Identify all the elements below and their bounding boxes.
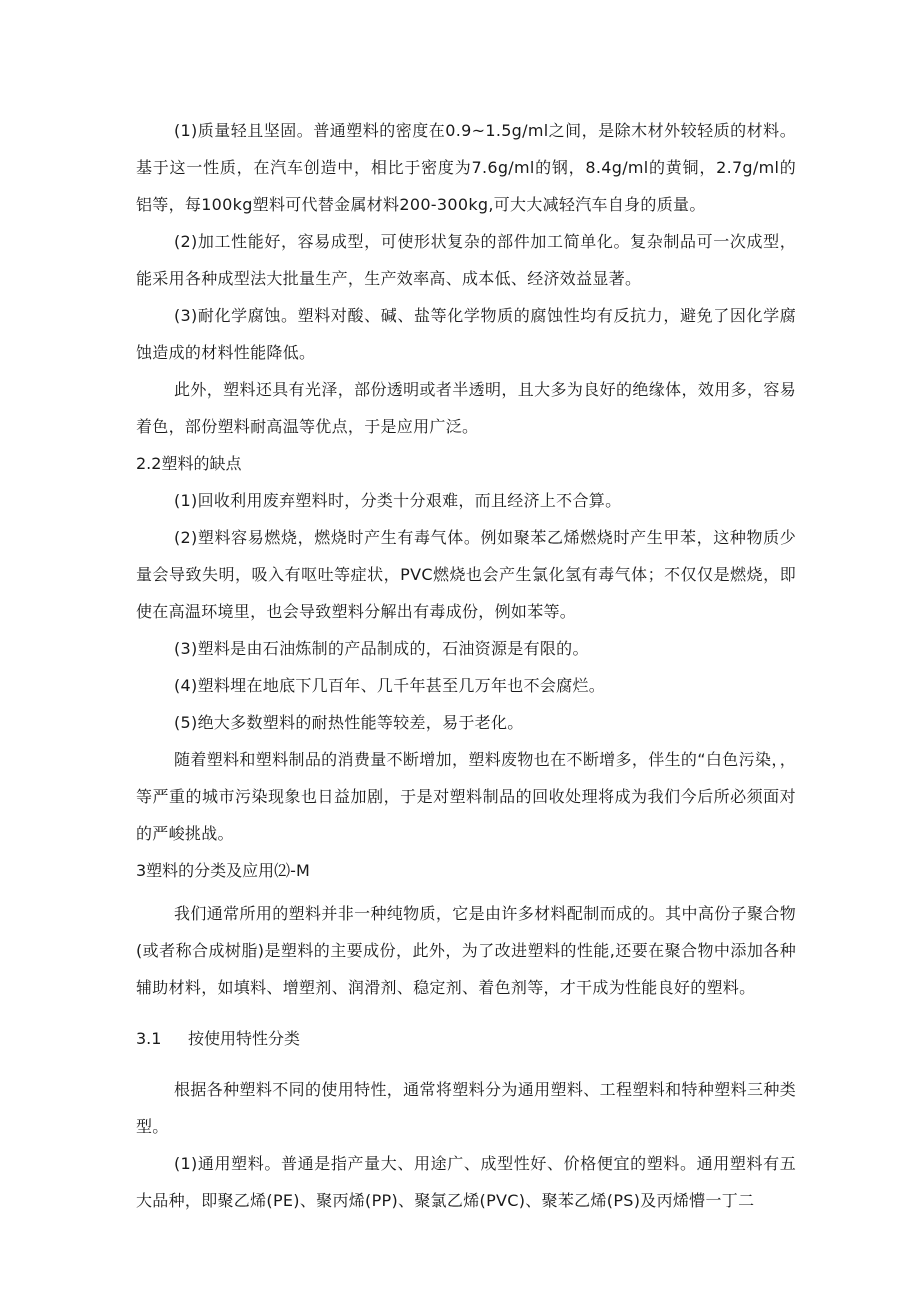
paragraph-recycling-difficulty: (1)回收利用废弃塑料时，分类十分艰难，而且经济上不合算。: [174, 491, 622, 510]
section-heading-2-2: 2.2塑料的缺点: [136, 454, 242, 473]
paragraph-other-advantages: 此外，塑料还具有光泽，部份透明或者半透明，且大多为良好的绝缘体，效用多，容易着色，部份塑料耐高温等优点，于是应用广泛。: [136, 380, 796, 436]
paragraph-non-degradable: (4)塑料埋在地底下几百年、几千年甚至几万年也不会腐烂。: [174, 676, 606, 695]
spacer: [136, 1057, 796, 1071]
paragraph-lightweight: (1)质量轻且坚固。普通塑料的密度在0.9~1.5g/ml之间，是除木材外较轻质的材料。基于这一性质，在汽车创造中，相比于密度为7.6g/ml的钢，8.4g/ml的黄铜，2.7g/ml的铝等，每100kg塑料可代替金属材料200-300kg,可大大减轻汽车自身的质量。: [136, 121, 796, 214]
section-title: 按使用特性分类: [188, 1029, 301, 1048]
paragraph-processability: (2)加工性能好，容易成型，可使形状复杂的部件加工简单化。复杂制品可一次成型，能采用各种成型法大批量生产，生产效率高、成本低、经济效益显著。: [136, 232, 796, 288]
paragraph-chemical-resistance: (3)耐化学腐蚀。塑料对酸、碱、盐等化学物质的腐蚀性均有反抗力，避免了因化学腐蚀造成的材料性能降低。: [136, 306, 796, 362]
paragraph-general-plastics: (1)通用塑料。普通是指产量大、用途广、成型性好、价格便宜的塑料。通用塑料有五大品种，即聚乙烯(PE)、聚丙烯(PP)、聚氯乙烯(PVC)、聚苯乙烯(PS)及丙烯懵一丁二: [136, 1154, 796, 1210]
section-number: 3.1: [136, 1029, 162, 1048]
paragraph-composition: 我们通常所用的塑料并非一种纯物质，它是由许多材料配制而成的。其中高份子聚合物(或者称合成树脂)是塑料的主要成份，此外，为了改进塑料的性能,还要在聚合物中添加各种辅助材料，如填料、增塑剂、润滑剂、稳定剂、着色剂等，才干成为性能良好的塑料。: [136, 904, 796, 997]
paragraph-classification-intro: 根据各种塑料不同的使用特性，通常将塑料分为通用塑料、工程塑料和特种塑料三种类型。: [136, 1080, 796, 1136]
paragraph-white-pollution: 随着塑料和塑料制品的消费量不断增加，塑料废物也在不断增多，伴生的“白色污染，，等严重的城市污染现象也日益加剧，于是对塑料制品的回收处理将成为我们今后所必须面对的严峻挑战。: [136, 750, 796, 843]
spacer: [136, 1006, 796, 1020]
document-body: [136, 112, 796, 1219]
paragraph-petroleum-source: (3)塑料是由石油炼制的产品制成的，石油资源是有限的。: [174, 639, 589, 658]
paragraph-heat-aging: (5)绝大多数塑料的耐热性能等较差，易于老化。: [174, 713, 524, 732]
section-heading-3-1: [136, 1020, 796, 1057]
paragraph-flammability: (2)塑料容易燃烧，燃烧时产生有毒气体。例如聚苯乙烯燃烧时产生甲苯，这种物质少量会导致失明，吸入有呕吐等症状，PVC燃烧也会产生氯化氢有毒气体；不仅仅是燃烧，即使在高温环境里，也会导致塑料分解出有毒成份，例如苯等。: [136, 528, 796, 621]
section-heading-3: 3塑料的分类及应用⑵-M: [136, 861, 310, 880]
